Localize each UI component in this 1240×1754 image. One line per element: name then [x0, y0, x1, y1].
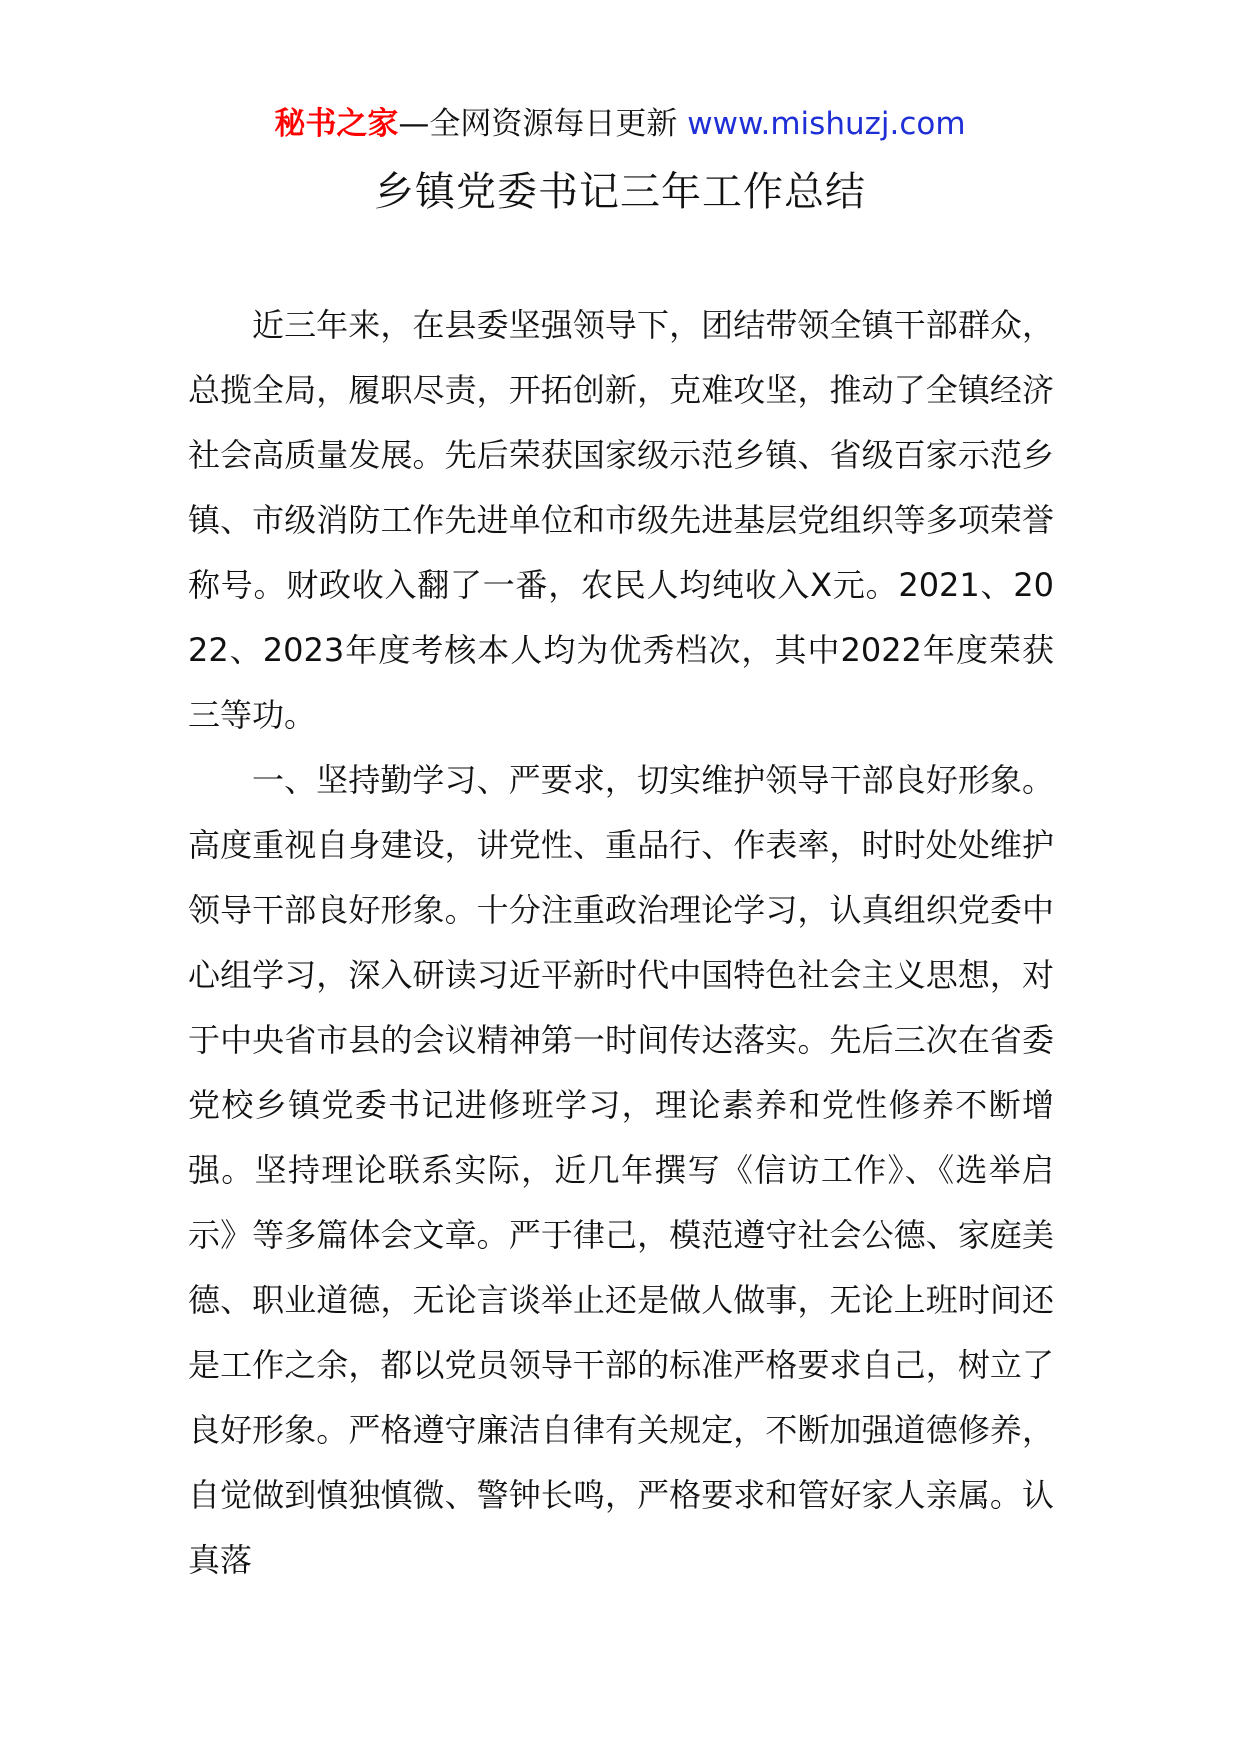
site-tagline: —全网资源每日更新: [398, 106, 678, 142]
paragraph-section-1: 一、坚持勤学习、严要求，切实维护领导干部良好形象。高度重视自身建设，讲党性、重品行、作表率，时时处处维护领导干部良好形象。十分注重政治理论学习，认真组织党委中心组学习，深入研读习近平新时代中国特色社会主义思想，对于中央省市县的会议精神第一时间传达落实。先后三次在省委党校乡镇党委书记进修班学习，理论素养和党性修养不断增强。坚持理论联系实际，近几年撰写《信访工作》、《选举启示》等多篇体会文章。严于律己，模范遵守社会公德、家庭美德、职业道德，无论言谈举止还是做人做事，无论上班时间还是工作之余，都以党员领导干部的标准严格要求自己，树立了良好形象。严格遵守廉洁自律有关规定，不断加强道德修养，自觉做到慎独慎微、警钟长鸣，严格要求和管好家人亲属。认真落: [188, 761, 1054, 1579]
site-brand: 秘书之家: [274, 106, 399, 142]
site-url-link[interactable]: www.mishuzj.com: [687, 106, 966, 142]
document-title: 乡镇党委书记三年工作总结: [374, 169, 866, 215]
site-header: [0, 102, 1240, 146]
paragraph-intro: 近三年来，在县委坚强领导下，团结带领全镇干部群众，总揽全局，履职尽责，开拓创新，克难攻坚，推动了全镇经济社会高质量发展。先后荣获国家级示范乡镇、省级百家示范乡镇、市级消防工作先进单位和市级先进基层党组织等多项荣誉称号。财政收入翻了一番，农民人均纯收入X元。2021、2022、2023年度考核本人均为优秀档次，其中2022年度荣获三等功。: [188, 306, 1054, 734]
document-body: [188, 293, 1054, 1593]
